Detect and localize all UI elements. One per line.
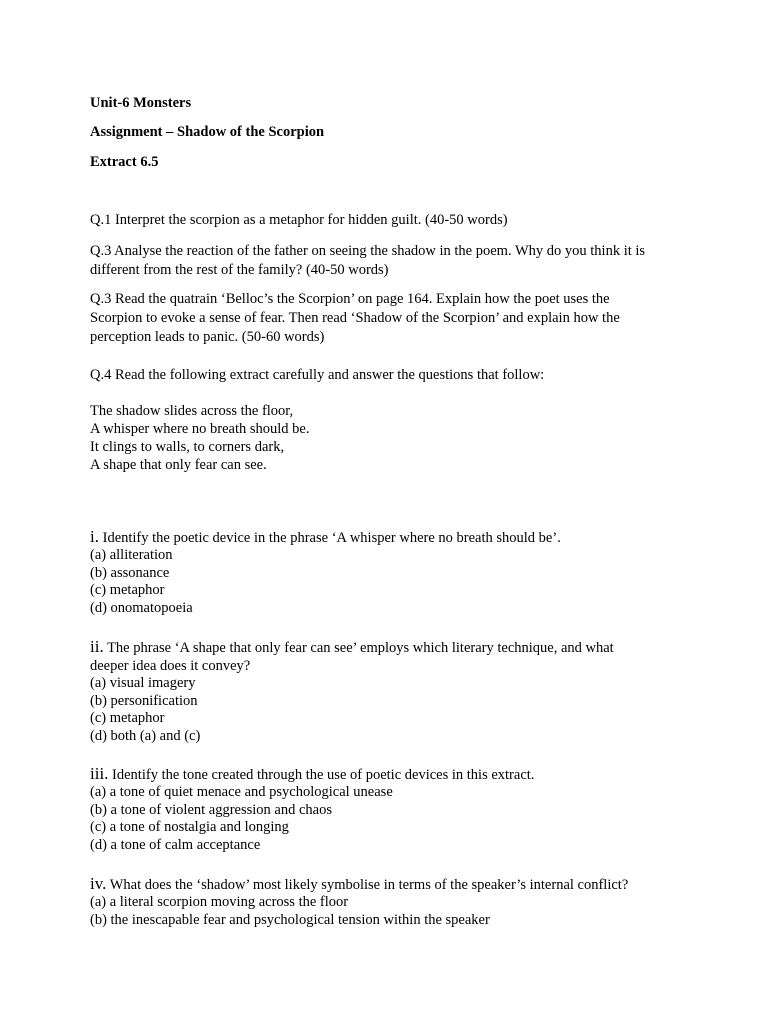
- mcq-option: (d) both (a) and (c): [90, 727, 201, 744]
- mcq-option: (a) a literal scorpion moving across the floor: [90, 894, 349, 910]
- extract-heading: Extract 6.5: [90, 154, 159, 170]
- poem-line: It clings to walls, to corners dark,: [90, 439, 285, 455]
- mcq-question-line: [90, 875, 690, 894]
- question-3-belloc-line-1: Q.3 Read the quatrain ‘Belloc’s the Scorpion’ on page 164. Explain how the poet uses the: [90, 291, 610, 307]
- mcq-question-line: deeper idea does it convey?: [90, 658, 251, 674]
- mcq-option: (a) visual imagery: [90, 675, 196, 691]
- mcq-question-line: [90, 765, 690, 784]
- question-3-father-line-1: Q.3 Analyse the reaction of the father on seeing the shadow in the poem. Why do you think it is: [90, 243, 646, 259]
- poem-extract: [90, 402, 690, 474]
- mcq-question-line: [90, 528, 690, 547]
- mcq-question-text: Identify the tone created through the use of poetic devices in this extract.: [112, 767, 535, 783]
- mcq-question-i: [90, 528, 690, 617]
- mcq-question-text: The phrase ‘A shape that only fear can see’ employs which literary technique, and what: [107, 640, 614, 656]
- question-3-father: [90, 242, 690, 280]
- question-3-father-line-2: different from the rest of the family? (40-50 words): [90, 262, 389, 278]
- mcq-option: (a) a tone of quiet menace and psychological unease: [90, 784, 393, 800]
- question-1: [90, 211, 690, 230]
- poem-line: The shadow slides across the floor,: [90, 403, 294, 419]
- mcq-option: (d) onomatopoeia: [90, 599, 193, 616]
- question-1-text: Q.1 Interpret the scorpion as a metaphor for hidden guilt. (40-50 words): [90, 212, 508, 228]
- mcq-numeral: i.: [90, 527, 99, 546]
- unit-heading: Unit-6 Monsters: [90, 95, 192, 111]
- mcq-question-text: Identify the poetic device in the phrase ‘A whisper where no breath should be’.: [102, 530, 561, 546]
- question-4: [90, 366, 690, 385]
- mcq-numeral: iv.: [90, 874, 107, 893]
- mcq-numeral: iii.: [90, 764, 109, 783]
- mcq-question-text: What does the ‘shadow’ most likely symbolise in terms of the speaker’s internal conflict?: [109, 877, 629, 893]
- question-3-belloc-line-2: Scorpion to evoke a sense of fear. Then read ‘Shadow of the Scorpion’ and explain how the: [90, 310, 620, 326]
- mcq-option: (c) a tone of nostalgia and longing: [90, 819, 289, 836]
- question-3-belloc-line-3: perception leads to panic. (50-60 words): [90, 329, 325, 345]
- question-3-belloc: [90, 290, 690, 347]
- mcq-numeral: ii.: [90, 637, 104, 656]
- mcq-option: (a) alliteration: [90, 547, 173, 563]
- mcq-option: (b) assonance: [90, 564, 170, 581]
- assignment-heading: Assignment – Shadow of the Scorpion: [90, 124, 325, 140]
- poem-line: A whisper where no breath should be.: [90, 421, 310, 437]
- mcq-option: (d) a tone of calm acceptance: [90, 836, 261, 853]
- mcq-option: (b) personification: [90, 692, 198, 709]
- mcq-question-line: [90, 638, 690, 657]
- mcq-question-iii: [90, 765, 690, 854]
- mcq-option: (c) metaphor: [90, 710, 165, 727]
- mcq-option: (c) metaphor: [90, 582, 165, 599]
- mcq-option: (b) the inescapable fear and psychological tension within the speaker: [90, 911, 490, 928]
- mcq-question-iv: [90, 875, 690, 929]
- question-4-text: Q.4 Read the following extract carefully and answer the questions that follow:: [90, 367, 545, 383]
- poem-line: A shape that only fear can see.: [90, 457, 267, 473]
- mcq-option: (b) a tone of violent aggression and chaos: [90, 801, 332, 818]
- mcq-question-ii: [90, 638, 690, 745]
